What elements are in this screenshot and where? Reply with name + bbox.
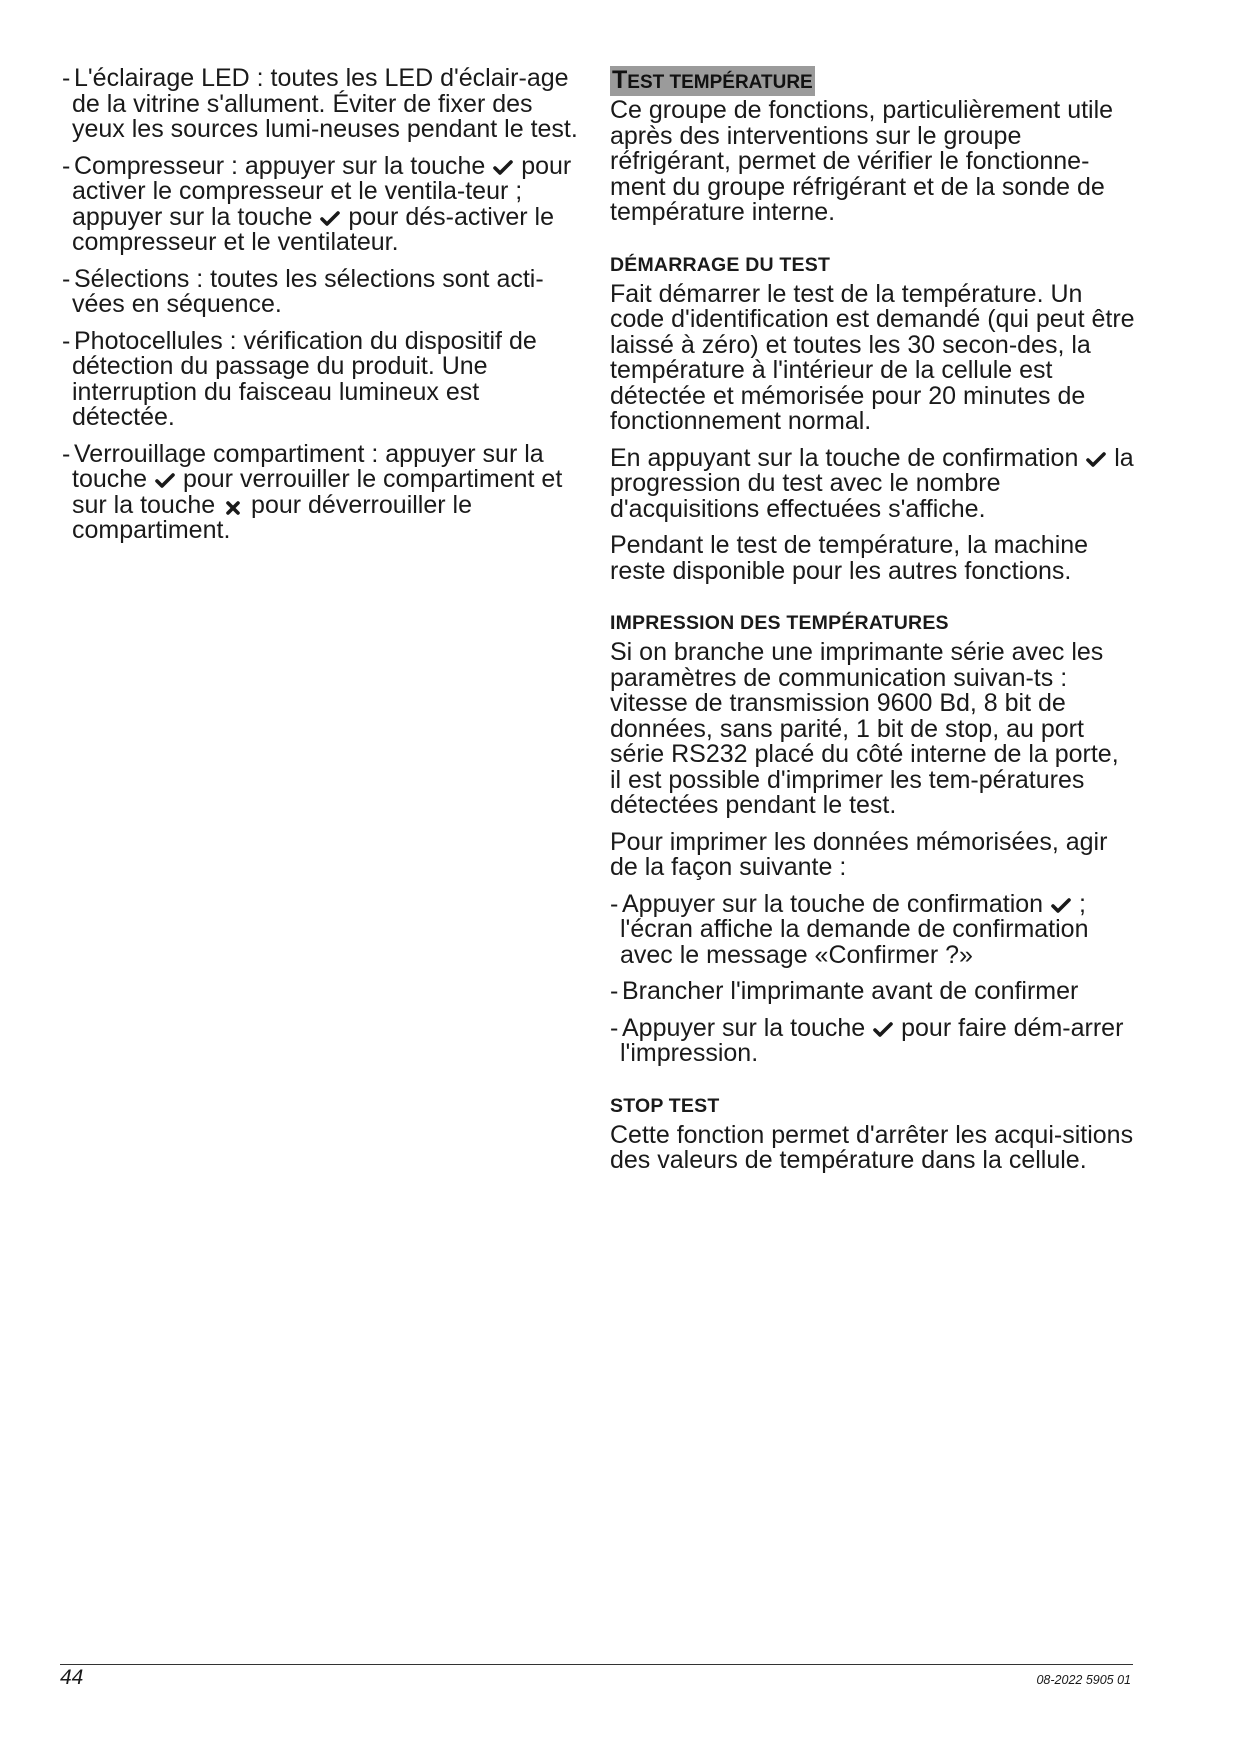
intro-paragraph: Ce groupe de fonctions, particulièrement utile après des interventions sur le groupe réfrigérant, permet de vérifier le fonctionne-ment du groupe réfrigérant et de la sonde de température interne. (610, 96, 1114, 226)
compressor-text-a: Compresseur : appuyer sur la touche (74, 151, 493, 180)
check-icon (1085, 451, 1107, 469)
start-test-p2: En appuyant sur la touche de confirmation la progression du test avec le nombre d'acquisitions effectuées s'affiche. (610, 443, 1134, 523)
stop-test-heading: STOP TEST (610, 1094, 720, 1117)
section-title: TEST TEMPÉRATURE (612, 66, 813, 94)
footer-divider (60, 1664, 1133, 1665)
list-item-led: - L'éclairage LED : toutes les LED d'éclair-age de la vitrine s'allument. Éviter de fixer des yeux les sources lumi-neuses pendant le test. (62, 64, 578, 143)
document-reference: 08-2022 5905 01 (1036, 1673, 1131, 1687)
cross-icon (222, 498, 244, 516)
right-column (610, 66, 1135, 1185)
compressor-text-b: pour activer le compresseur et le ventila-teur ; appuyer sur la touche (72, 151, 572, 231)
test-list (62, 66, 582, 544)
print-temps-p2: Pour imprimer les données mémorisées, agir de la façon suivante : (610, 827, 1108, 881)
lock-text-a: Verrouillage compartiment : appuyer sur la touche (72, 439, 544, 493)
start-test-p1: Fait démarrer le test de la température. Un code d'identification est demandé (qui peut être laissé à zéro) et toutes les 30 secon-des, la température à l'intérieur de la cellule est détectée et mémorisée pour 20 minutes de fonctionnement normal. (610, 279, 1135, 435)
list-item-photocells: - Photocellules : vérification du dispositif de détection du passage du produit. Une interruption du faisceau lumineux est détectée. (62, 326, 537, 431)
print-step: - Appuyer sur la touche pour faire dém-arrer l'impression. (610, 1013, 1124, 1067)
check-icon (872, 1021, 894, 1039)
print-steps-list (610, 889, 1135, 1067)
led-text: L'éclairage LED : toutes les LED d'éclair-age de la vitrine s'allument. Éviter de fixer des yeux les sources lumi-neuses pendant le test. (72, 64, 578, 143)
check-icon (154, 472, 176, 490)
start-test-p3: Pendant le test de température, la machine reste disponible pour les autres fonctions. (610, 531, 1089, 585)
list-item-selections: - Sélections : toutes les sélections sont acti-vées en séquence. (62, 264, 544, 318)
selections-text: Sélections : toutes les sélections sont acti-vées en séquence. (72, 264, 544, 318)
photocells-text: Photocellules : vérification du dispositif de détection du passage du produit. Une interruption du faisceau lumineux est détectée. (72, 326, 537, 431)
page-number: 44 (60, 1666, 84, 1689)
print-temps-heading: IMPRESSION DES TEMPÉRATURES (610, 612, 949, 634)
lock-text-c: pour déverrouiller le compartiment. (72, 490, 472, 544)
left-column (62, 66, 582, 555)
list-item-compressor: - Compresseur : appuyer sur la touche pour activer le compresseur et le ventila-teur ; appuyer sur la touche pour dés-activer le compresseur et le ventilateur. (62, 151, 572, 256)
stop-test-p1: Cette fonction permet d'arrêter les acqui-sitions des valeurs de température dans la cellule. (610, 1120, 1134, 1174)
print-temps-p1: Si on branche une imprimante série avec les paramètres de communication suivan-ts : vitesse de transmission 9600 Bd, 8 bit de données, sans parité, 1 bit de stop, au port série RS232 placé du côté interne de la porte, il est possible d'imprimer les tem-pératures détectées pendant le test. (610, 638, 1119, 819)
check-icon (1050, 897, 1072, 915)
compressor-text-c: pour dés-activer le compresseur et le ventilateur. (72, 202, 554, 256)
start-test-heading: DÉMARRAGE DU TEST (610, 253, 831, 276)
print-step: - Brancher l'imprimante avant de confirmer (610, 977, 1079, 1005)
check-icon (319, 210, 341, 228)
lock-text-b: pour verrouiller le compartiment et sur la touche (72, 465, 563, 519)
list-item-lock: - Verrouillage compartiment : appuyer sur la touche pour verrouiller le compartiment et sur la touche pour déverrouiller le compartiment. (62, 439, 563, 544)
check-icon (492, 159, 514, 177)
print-step: - Appuyer sur la touche de confirmation ; l'écran affiche la demande de confirmation avec le message «Confirmer ?» (610, 889, 1089, 969)
